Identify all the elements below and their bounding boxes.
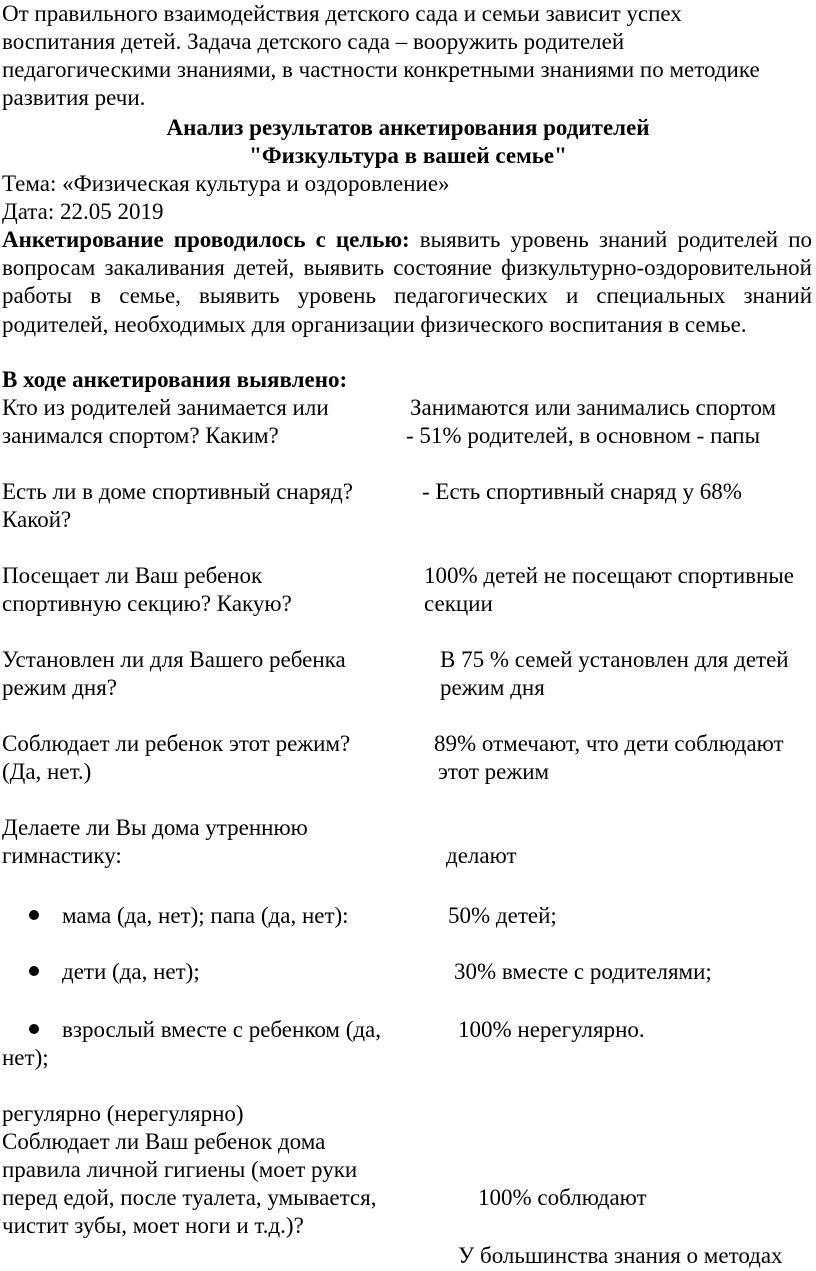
qa-3-question-line-2: спортивную секцию? Какую? — [2, 591, 292, 616]
intro-line-3: педагогическими знаниями, в частности конкретными знаниями по методике — [2, 57, 760, 82]
qa-6-question-line-1: Делаете ли Вы дома утреннюю — [2, 815, 308, 840]
bullet-1-question: мама (да, нет); папа (да, нет): — [62, 903, 349, 928]
qa-2-answer-line-1: - Есть спортивный снаряд у 68% — [422, 479, 742, 504]
findings-label: В ходе анкетирования выявлено: — [2, 367, 348, 392]
qa-6-answer-line-2: делают — [446, 843, 517, 868]
qa-1-question-line-1: Кто из родителей занимается или — [2, 395, 329, 420]
bullet-3-question-line-2: нет); — [2, 1045, 49, 1070]
topic-line: Тема: «Физическая культура и оздоровление» — [2, 171, 450, 196]
hygiene-question-line-2: правила личной гигиены (моет руки — [2, 1157, 358, 1182]
qa-6-question-line-2: гимнастику: — [2, 843, 122, 868]
bullet-3-question: взрослый вместе с ребенком (да, — [62, 1017, 382, 1042]
hygiene-answer: 100% соблюдают — [478, 1185, 647, 1210]
purpose-text: выявить уровень знаний родителей по вопросам закаливания детей, выявить состояние физкультурно-оздоровительной работы в семье, выявить уровень педагогических и специальных знаний родителей, необходимых для организации физического воспитания в семье. — [2, 227, 812, 337]
document-title: Анализ результатов анкетирования родителей — [166, 115, 650, 140]
last-line: У большинства знания о методах — [458, 1243, 783, 1268]
qa-3-answer-line-2: секции — [424, 591, 493, 616]
qa-5-answer-line-1: 89% отмечают, что дети соблюдают — [434, 731, 784, 756]
qa-4-answer-line-1: В 75 % семей установлен для детей — [440, 647, 789, 672]
bullet-2-dot — [29, 966, 39, 976]
qa-1-answer-line-2: - 51% родителей, в основном - папы — [406, 423, 761, 448]
qa-5-question-line-1: Соблюдает ли ребенок этот режим? — [2, 731, 351, 756]
bullet-3-dot — [29, 1024, 39, 1034]
regular-line: регулярно (нерегулярно) — [2, 1101, 244, 1126]
qa-5-answer-line-2: этот режим — [438, 759, 550, 784]
qa-2-question-line-1: Есть ли в доме спортивный снаряд? — [2, 479, 353, 504]
bullet-2-answer: 30% вместе с родителями; — [454, 959, 712, 984]
qa-2-question-line-2: Какой? — [2, 507, 72, 532]
qa-3-answer-line-1: 100% детей не посещают спортивные — [424, 563, 794, 588]
intro-line-2: воспитания детей. Задача детского сада – вооружить родителей — [2, 29, 625, 54]
qa-5-question-line-2: (Да, нет.) — [2, 759, 92, 784]
bullet-1-answer: 50% детей; — [448, 903, 557, 928]
bullet-3-answer: 100% нерегулярно. — [458, 1017, 645, 1042]
bullet-2-question: дети (да, нет); — [62, 959, 200, 984]
purpose-paragraph — [2, 226, 812, 339]
date-line: Дата: 22.05 2019 — [2, 199, 164, 224]
qa-4-question-line-2: режим дня? — [2, 675, 118, 700]
qa-3-question-line-1: Посещает ли Ваш ребенок — [2, 563, 263, 588]
bullet-1-dot — [29, 910, 39, 920]
document-subtitle: "Физкультура в вашей семье" — [249, 143, 567, 168]
intro-line-4: развития речи. — [2, 85, 146, 110]
qa-1-answer-line-1: Занимаются или занимались спортом — [410, 395, 777, 420]
qa-4-answer-line-2: режим дня — [440, 675, 545, 700]
intro-line-1: От правильного взаимодействия детского сада и семьи зависит успех — [2, 1, 682, 26]
purpose-label: Анкетирование проводилось с целью: — [2, 227, 410, 252]
qa-1-question-line-2: занимался спортом? Каким? — [2, 423, 279, 448]
qa-4-question-line-1: Установлен ли для Вашего ребенка — [2, 647, 346, 672]
hygiene-question-line-4: чистит зубы, моет ноги и т.д.)? — [2, 1213, 304, 1238]
hygiene-question-line-3: перед едой, после туалета, умывается, — [2, 1185, 377, 1210]
hygiene-question-line-1: Соблюдает ли Ваш ребенок дома — [2, 1129, 326, 1154]
